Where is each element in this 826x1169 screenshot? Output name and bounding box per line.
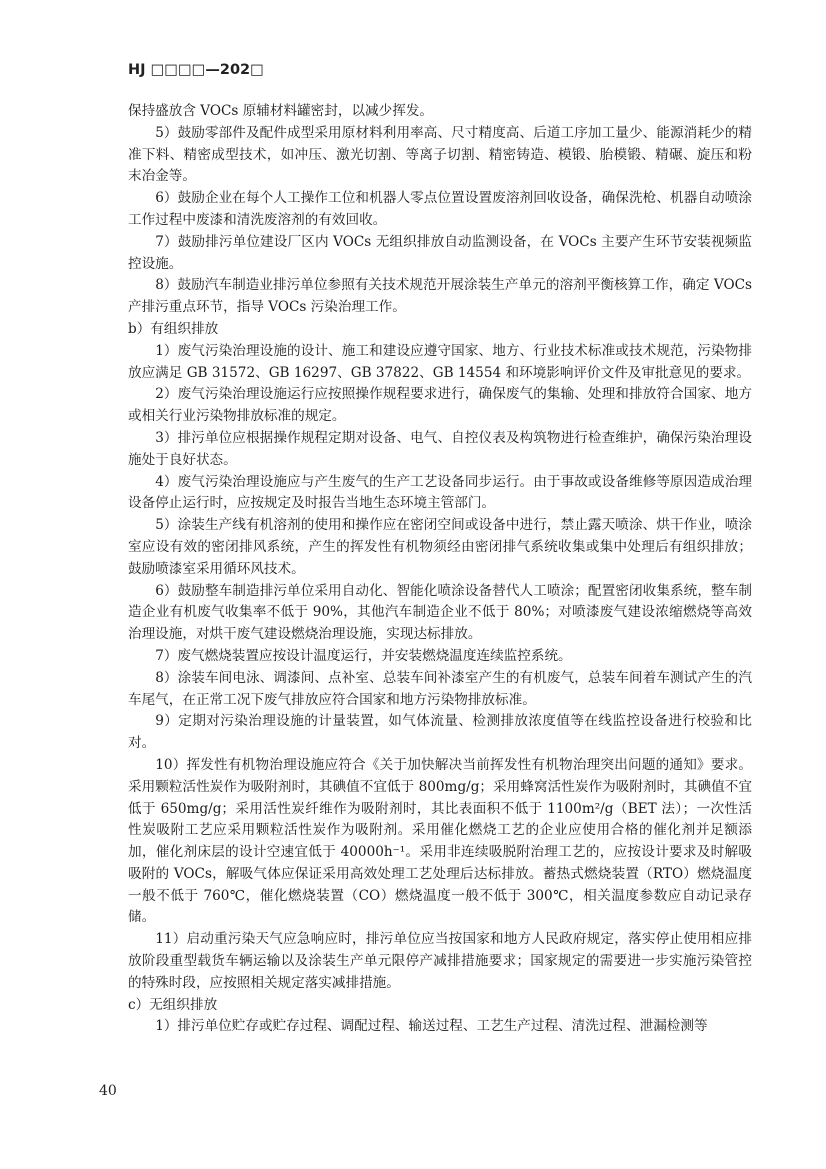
body-paragraph: 10）挥发性有机物治理设施应符合《关于加快解决当前挥发性有机物治理突出问题的通知》要求。采用颗粒活性炭作为吸附剂时，其碘值不宜低于 800mg/g；采用蜂窝活性炭作为吸附剂时，其碘值不宜低于 650mg/g；采用活性炭纤维作为吸附剂时，其比表面积不低于 1100m²/g（BET 法）；一次性活性炭吸附工艺应采用颗粒活性炭作为吸附剂。采用催化燃烧工艺的企业应使用合格的催化剂并足额添加，催化剂床层的设计空速宜低于 40000h⁻¹。采用非连续吸脱附治理工艺的，应按设计要求及时解吸吸附的 VOCs，解吸气体应保证采用高效处理工艺处理后达标排放。蓄热式燃烧装置（RTO）燃烧温度一般不低于 760℃，催化燃烧装置（CO）燃烧温度一般不低于 300℃，相关温度参数应自动记录存储。 xyxy=(128,756,752,926)
body-paragraph: 2）废气污染治理设施运行应按照操作规程要求进行，确保废气的集输、处理和排放符合国家、地方或相关行业污染物排放标准的规定。 xyxy=(128,386,752,425)
body-paragraph: 5）涂装生产线有机溶剂的使用和操作应在密闭空间或设备中进行，禁止露天喷涂、烘干作业，喷涂室应设有效的密闭排风系统，产生的挥发性有机物须经由密闭排气系统收集或集中处理后有组织排放；鼓励喷漆室采用循环风技术。 xyxy=(128,517,752,577)
section-line: c）无组织排放 xyxy=(128,996,218,1013)
section-line: b）有组织排放 xyxy=(128,320,219,337)
body-paragraph: 6）鼓励整车制造排污单位采用自动化、智能化喷涂设备替代人工喷涂；配置密闭收集系统，整车制造企业有机废气收集率不低于 90%，其他汽车制造企业不低于 80%；对喷漆废气建设浓缩燃烧等高效治理设施，对烘干废气建设燃烧治理设施，实现达标排放。 xyxy=(128,582,752,643)
document-code-header: HJ □□□□—202□ xyxy=(128,62,264,78)
body-paragraph: 11）启动重污染天气应急响应时，排污单位应当按国家和地方人民政府规定，落实停止使用相应排放阶段重型载货车辆运输以及涂装生产单元限停产减排措施要求；国家规定的需要进一步实施污染管控的特殊时段，应按照相关规定落实减排措施。 xyxy=(128,931,752,991)
body-paragraph: 1）废气污染治理设施的设计、施工和建设应遵守国家、地方、行业技术标准或技术规范，污染物排放应满足 GB 31572、GB 16297、GB 37822、GB 14554 和环境影响评价文件及审批意见的要求。 xyxy=(128,342,752,381)
page-number: 40 xyxy=(99,1083,117,1099)
body-paragraph: 4）废气污染治理设施应与产生废气的生产工艺设备同步运行。由于事故或设备维修等原因造成治理设备停止运行时，应按规定及时报告当地生态环境主管部门。 xyxy=(128,473,752,512)
body-paragraph: 5）鼓励零部件及配件成型采用原材料利用率高、尺寸精度高、后道工序加工量少、能源消耗少的精准下料、精密成型技术，如冲压、激光切割、等离子切割、精密铸造、模锻、胎模锻、精碾、旋压和粉末冶金等。 xyxy=(128,124,752,185)
body-paragraph: 3）排污单位应根据操作规程定期对设备、电气、自控仪表及构筑物进行检查维护，确保污染治理设施处于良好状态。 xyxy=(128,429,752,468)
body-paragraph: 6）鼓励企业在每个人工操作工位和机器人零点位置设置废溶剂回收设备，确保洗枪、机器自动喷涂工作过程中废漆和清洗废溶剂的有效回收。 xyxy=(128,190,752,228)
body-paragraph: 1）排污单位贮存或贮存过程、调配过程、输送过程、工艺生产过程、清洗过程、泄漏检测等 xyxy=(155,1018,708,1035)
body-paragraph: 8）鼓励汽车制造业排污单位参照有关技术规范开展涂装生产单元的溶剂平衡核算工作，确定 VOCs 产排污重点环节，指导 VOCs 污染治理工作。 xyxy=(128,277,752,316)
body-paragraph: 9）定期对污染治理设施的计量装置，如气体流量、检测排放浓度值等在线监控设备进行校验和比对。 xyxy=(128,713,752,752)
document-body xyxy=(128,101,752,1038)
body-paragraph: 7）鼓励排污单位建设厂区内 VOCs 无组织排放自动监测设备，在 VOCs 主要产生环节安装视频监控设施。 xyxy=(128,233,752,272)
body-paragraph: 8）涂装车间电泳、调漆间、点补室、总装车间补漆室产生的有机废气，总装车间着车测试产生的汽车尾气，在正常工况下废气排放应符合国家和地方污染物排放标准。 xyxy=(128,669,752,708)
body-paragraph: 7）废气燃烧装置应按设计温度运行，并安装燃烧温度连续监控系统。 xyxy=(155,647,572,664)
section-line: 保持盛放含 VOCs 原辅材料罐密封，以减少挥发。 xyxy=(128,103,434,119)
